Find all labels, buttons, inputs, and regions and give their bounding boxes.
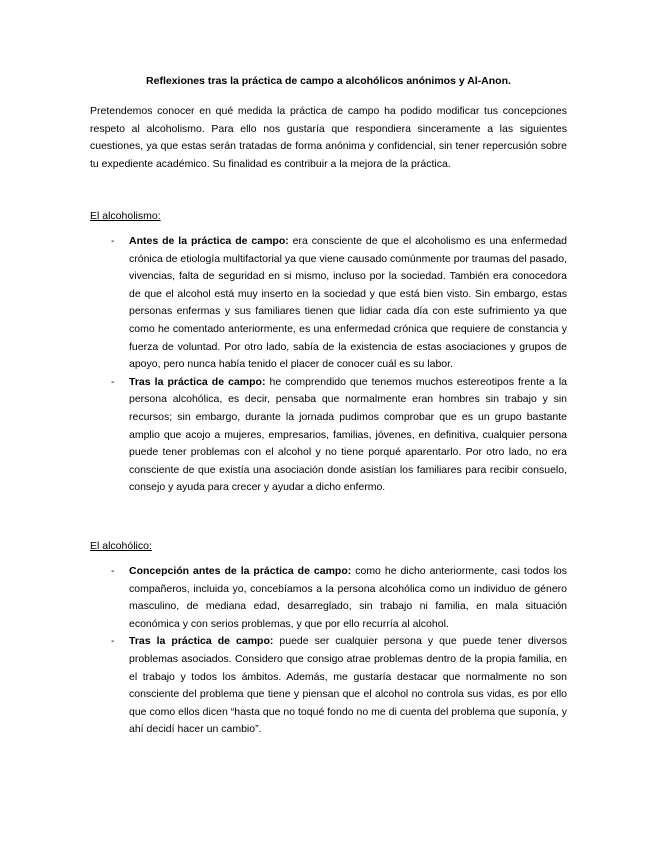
item-lead: Antes de la práctica de campo: xyxy=(129,235,289,247)
intro-paragraph: Pretendemos conocer en qué medida la práctica de campo ha podido modificar tus concepciones respeto al alcoholismo. Para ello nos gustaría que respondiera sinceramente a las siguientes cuestiones, ya que estas serán tratadas de forma anónima y confidencial, sin tener repercusión sobre tu expediente académico. Su finalidad es contribuir a la mejora de la práctica. xyxy=(90,105,567,170)
alcoholismo-list xyxy=(90,233,567,497)
list-item xyxy=(90,233,567,374)
list-item xyxy=(90,563,567,633)
document-title: Reflexiones tras la práctica de campo a alcohólicos anónimos y Al-Anon. xyxy=(146,75,511,87)
item-lead: Concepción antes de la práctica de campo: xyxy=(129,565,352,577)
list-item xyxy=(90,374,567,497)
bullet-dash: - xyxy=(111,565,115,577)
bullet-dash: - xyxy=(111,635,115,648)
item-text: puede ser cualquier persona y que puede tener diversos problemas asociados. Considero que consigo atrae problemas dentro de la propia familia, en el trabajo y todos los ámbitos. Además, me gustaría destacar que normalmente no son consciente del problema que tiene y piensan que el alcohol no controla sus vidas, es por ello que como ellos dicen “hasta que no toqué fondo no me di cuenta del problema que suponía, y ahí decidí hacer un cambio”. xyxy=(129,635,567,736)
item-text: he comprendido que tenemos muchos estereotipos frente a la persona alcohólica, es decir, pensaba que normalmente eran hombres sin trabajo y sin recursos; sin embargo, durante la jornada pudimos comprobar que es un grupo bastante amplio que acojo a mujeres, empresarios, familias, jóvenes, en definitiva, cualquier persona puede tener problemas con el alcohol y no tiene porqué aparentarlo. Por otro lado, no era consciente de que existía una asociación donde asistían los familiares para recibir consuelo, consejo y ayuda para crecer y ayudar a dicho enfermo. xyxy=(129,375,567,494)
section-heading-alcoholismo: El alcoholismo: xyxy=(90,210,161,222)
section-heading-alcoholico: El alcohólico: xyxy=(90,540,152,552)
list-item xyxy=(90,633,567,739)
item-lead: Tras la práctica de campo: xyxy=(129,635,274,648)
item-text: era consciente de que el alcoholismo es una enfermedad crónica de etiología multifactorial ya que viene causado comúnmente por traumas del pasado, vivencias, falta de seguridad en si mismo, incluso por la sociedad. También era conocedora de que el alcohol está muy inserto en la sociedad y que está bien visto. Sin embargo, estas personas enfermas y sus familiares tienen que lidiar cada día con este sufrimiento ya que como he comentado anteriormente, es una enfermedad crónica que requiere de constancia y fuerza de voluntad. Por otro lado, sabía de la existencia de estas asociaciones y grupos de apoyo, pero nunca había tenido el placer de conocer cuál es su labor. xyxy=(129,235,567,371)
item-text: como he dicho anteriormente, casi todos los compañeros, incluida yo, concebíamos a la persona alcohólica como un individuo de género masculino, de mediana edad, desarreglado, sin trabajo ni familia, en mala situación económica y con serios problemas, y que por ello recurría al alcohol. xyxy=(129,565,568,630)
alcoholico-list xyxy=(90,563,567,739)
bullet-dash: - xyxy=(111,375,115,388)
bullet-dash: - xyxy=(111,235,115,247)
item-lead: Tras la práctica de campo: xyxy=(129,375,266,388)
